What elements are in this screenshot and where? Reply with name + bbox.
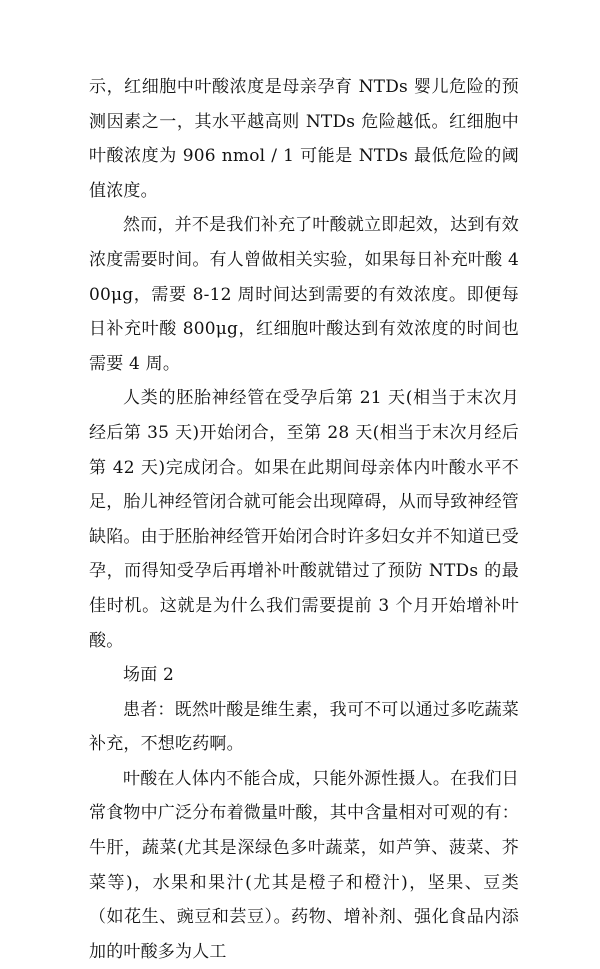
scene-heading: 场面 2	[123, 665, 175, 686]
paragraph-folic-acid-timing: 然而，并不是我们补充了叶酸就立即起效，达到有效浓度需要时间。有人曾做相关实验，如果每日补充叶酸 400μg，需要 8-12 周时间达到需要的有效浓度。即便每日补充叶酸 800μg，红细胞叶酸达到有效浓度的时间也需要 4 周。	[89, 215, 519, 374]
paragraph-neural-tube-closure: 人类的胚胎神经管在受孕后第 21 天(相当于末次月经后第 35 天)开始闭合，至第 28 天(相当于末次月经后第 42 天)完成闭合。如果在此期间母亲体内叶酸水平不足，胎儿神经管闭合就可能会出现障碍，从而导致神经管缺陷。由于胚胎神经管开始闭合时许多妇女并不知道已受孕，而得知受孕后再增补叶酸就错过了预防 NTDs 的最佳时机。这就是为什么我们需要提前 3 个月开始增补叶酸。	[89, 388, 519, 651]
paragraph-continuation: 示，红细胞中叶酸浓度是母亲孕育 NTDs 婴儿危险的预测因素之一，其水平越高则 NTDs 危险越低。红细胞中叶酸浓度为 906 nmol / 1 可能是 NTDs 最低危险的阈值浓度。	[89, 77, 519, 201]
patient-question: 患者：既然叶酸是维生素，我可不可以通过多吃蔬菜补充，不想吃药啊。	[89, 699, 519, 755]
paragraph-dietary-sources: 叶酸在人体内不能合成，只能外源性摄人。在我们日常食物中广泛分布着微量叶酸，其中含量相对可观的有：牛肝，蔬菜(尤其是深绿色多叶蔬菜，如芦笋、菠菜、芥菜等)，水果和果汁(尤其是橙子和橙汁)，坚果、豆类（如花生、豌豆和芸豆）。药物、增补剂、强化食品内添加的叶酸多为人工	[89, 768, 519, 962]
body-text	[89, 70, 519, 969]
